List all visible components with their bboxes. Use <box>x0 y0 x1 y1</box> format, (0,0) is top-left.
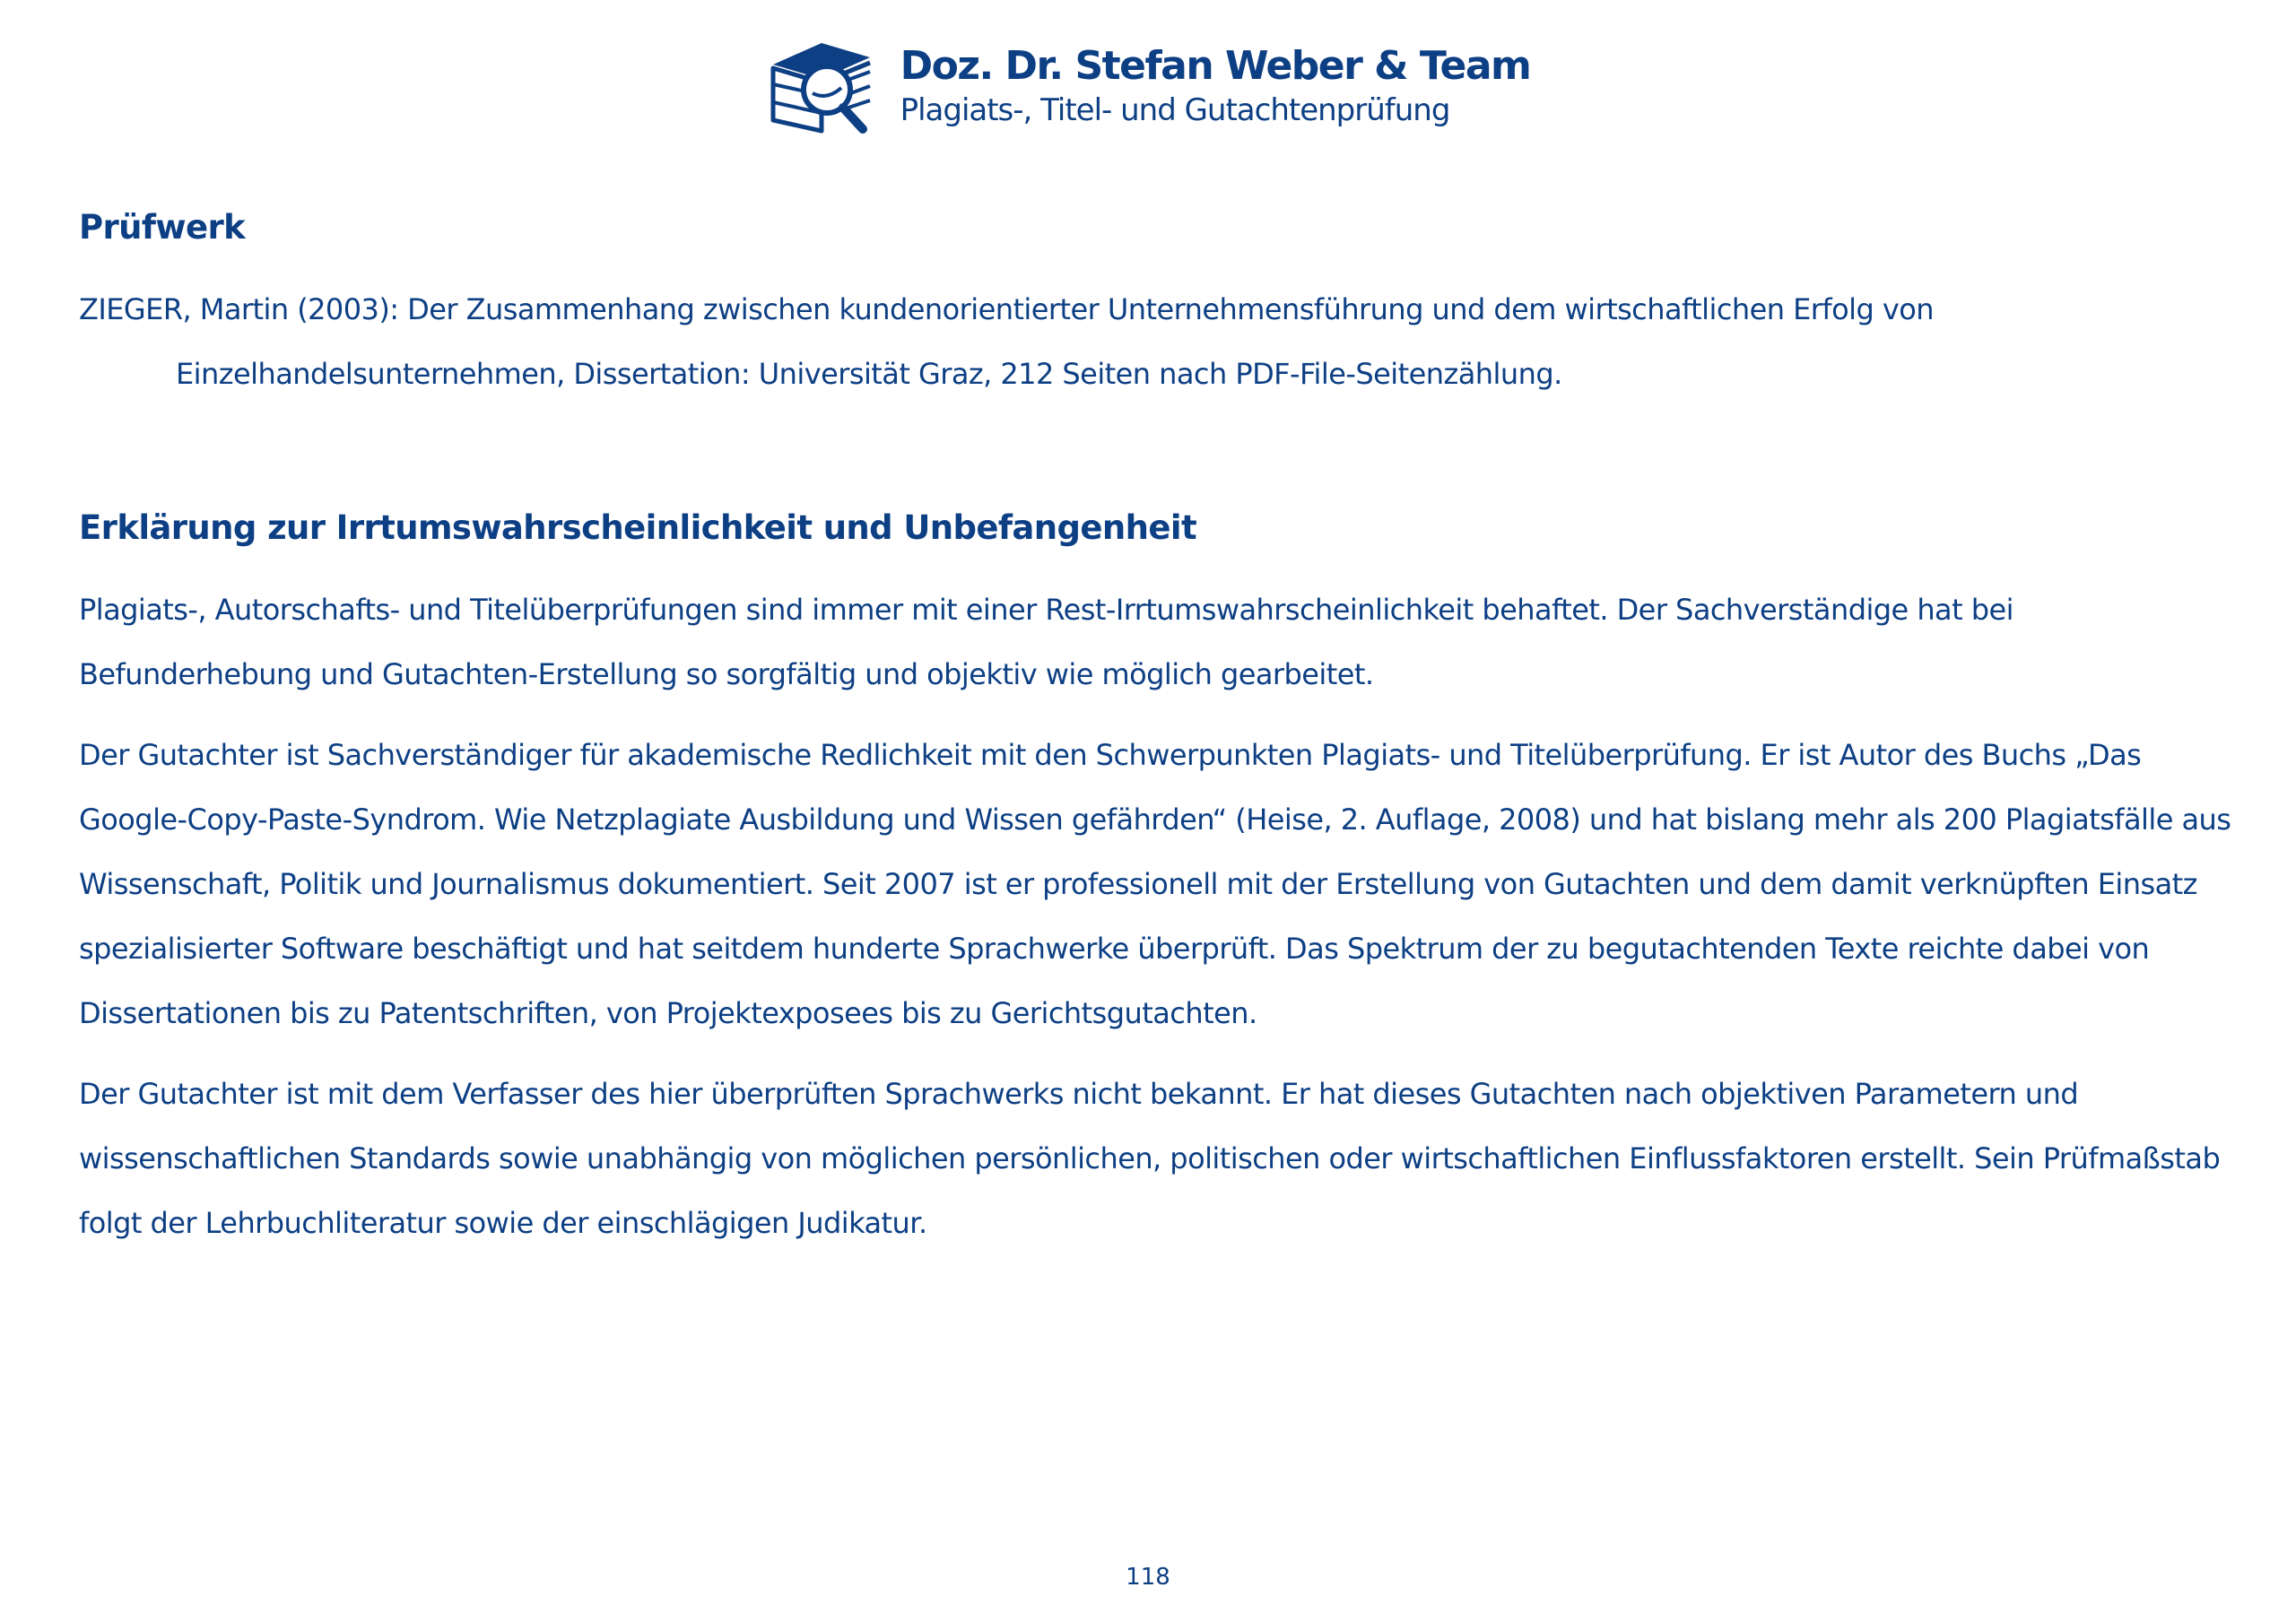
page-number: 118 <box>1126 1564 1170 1591</box>
header-brand <box>766 38 1531 134</box>
book-magnifier-icon <box>766 38 877 134</box>
paragraph-unbefangenheit: Der Gutachter ist mit dem Verfasser des hier überprüften Sprachwerks nicht bekannt. Er hat dieses Gutachten nach objektiven Parametern und wissenschaftlichen Standards sowie unabhängig von möglichen persönlichen, politischen oder wirtschaftlichen Einflussfaktoren erstellt. Sein Prüfmaßstab folgt der Lehrbuchliteratur sowie der einschlägigen Judikatur. <box>79 1077 2221 1240</box>
page-header <box>0 32 2296 140</box>
reference-entry: ZIEGER, Martin (2003): Der Zusammenhang zwischen kundenorientierter Unternehmensführung und dem wirtschaftlichen Erfolg von Einzelhandelsunternehmen, Dissertation: Universität Graz, 212 Seiten nach PDF-File-Seitenzählung. <box>79 292 1935 391</box>
brand-text <box>900 45 1531 127</box>
section-heading-pruefwerk: Prüfwerk <box>79 208 246 247</box>
brand-title: Doz. Dr. Stefan Weber & Team <box>900 43 1531 90</box>
paragraph-gutachter-profil: Der Gutachter ist Sachverständiger für akademische Redlichkeit mit den Schwerpunkten Plagiats- und Titelüberprüfung. Er ist Autor des Buchs „Das Google-Copy-Paste-Syndrom. Wie Netzplagiate Ausbildung und Wissen gefährden“ (Heise, 2. Auflage, 2008) und hat bislang mehr als 200 Plagiatsfälle aus Wissenschaft, Politik und Journalismus dokumentiert. Seit 2007 ist er professionell mit der Erstellung von Gutachten und dem damit verknüpften Einsatz spezialisierter Software beschäftigt und hat seitdem hunderte Sprachwerke überprüft. Das Spektrum der zu begutachtenden Texte reichte dabei von Dissertationen bis zu Patentschriften, von Projektexposees bis zu Gerichtsgutachten. <box>79 738 2231 1030</box>
brand-subtitle: Plagiats-, Titel- und Gutachtenprüfung <box>900 91 1450 128</box>
section-heading-erklaerung: Erklärung zur Irrtumswahrscheinlichkeit und Unbefangenheit <box>79 508 1197 547</box>
page-content <box>79 208 2231 1255</box>
paragraph-irrtum: Plagiats-, Autorschafts- und Titelüberprüfungen sind immer mit einer Rest-Irrtumswahrscheinlichkeit behaftet. Der Sachverständige hat bei Befunderhebung und Gutachten-Erstellung so sorgfältig und objektiv wie möglich gearbeitet. <box>79 593 2013 691</box>
